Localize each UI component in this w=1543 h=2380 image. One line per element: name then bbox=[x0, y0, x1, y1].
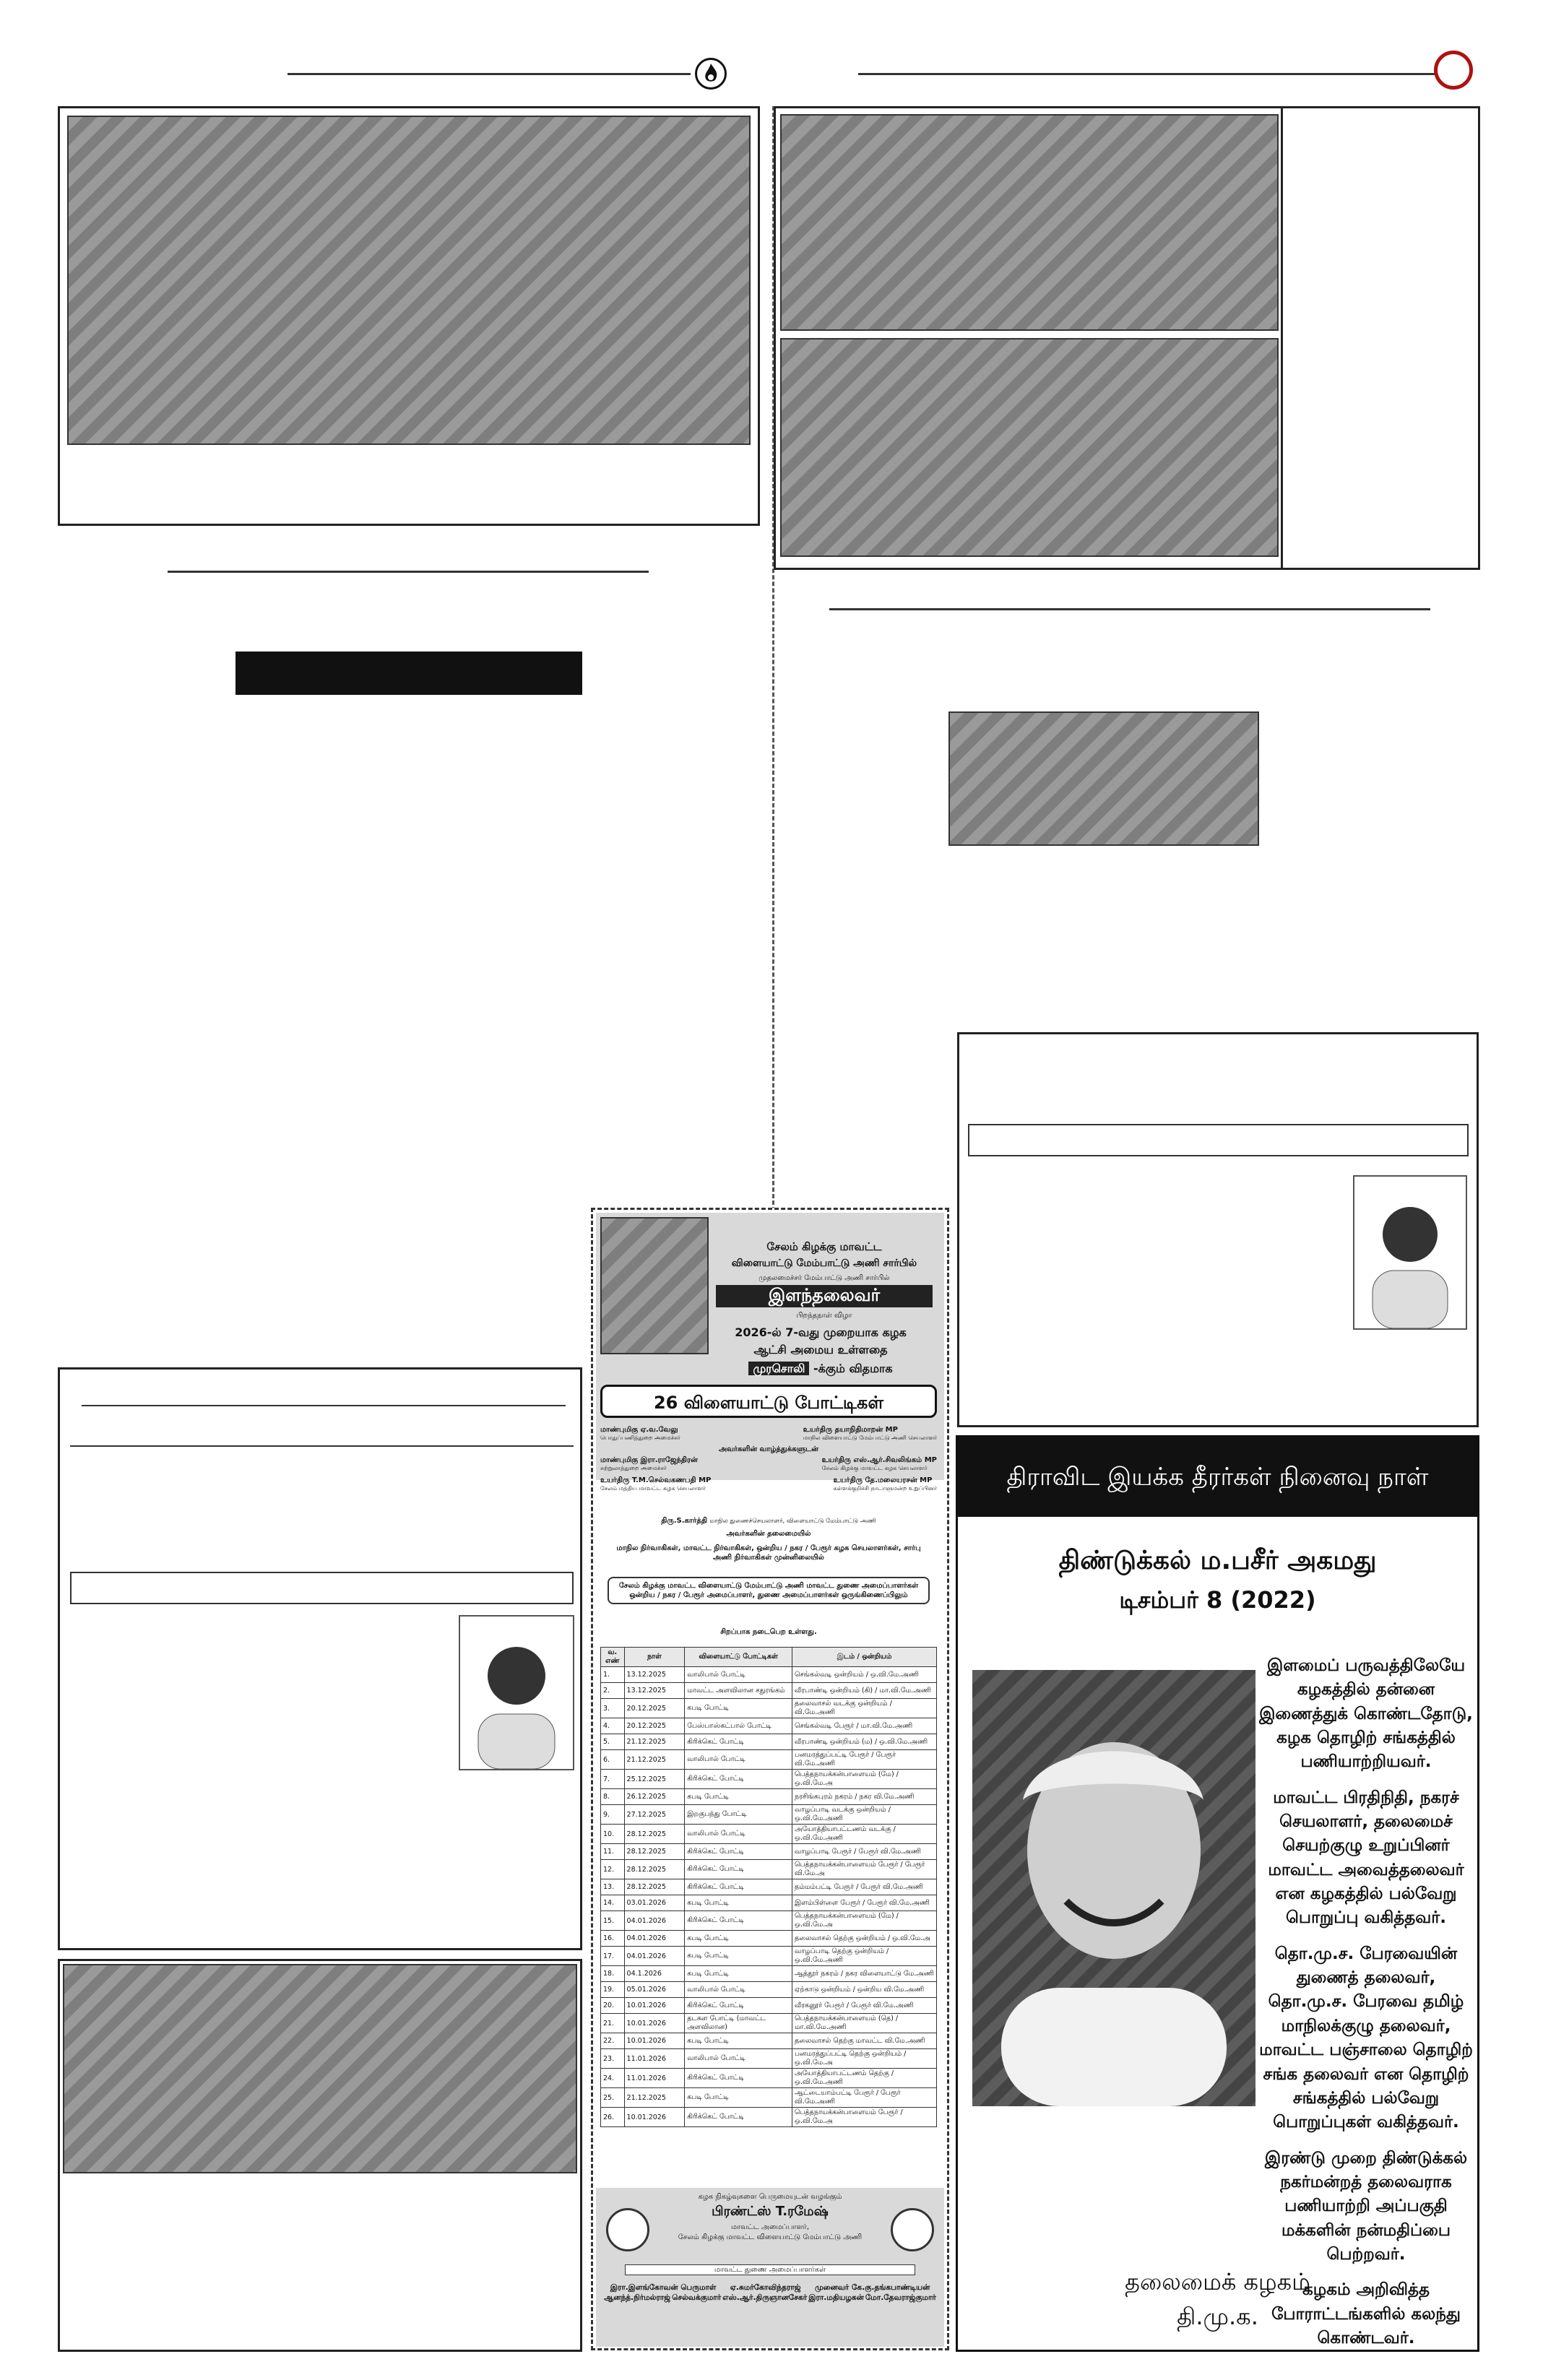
poster-murasoli-suffix: -க்கும் விதமாக bbox=[813, 1362, 893, 1375]
schedule-place: பெத்தநாயக்கன்பாளையம் (தெ) / மா.வி.மே.அணி bbox=[792, 2014, 937, 2033]
schedule-game: கிரிக்கெட் போட்டி bbox=[685, 1844, 792, 1860]
schedule-date: 10.01.2026 bbox=[624, 1998, 685, 2014]
schedule-no: 21. bbox=[601, 2014, 625, 2033]
table-row bbox=[601, 1699, 937, 1718]
schedule-date: 28.12.2025 bbox=[624, 1879, 685, 1895]
table-row bbox=[601, 1931, 937, 1947]
schedule-date: 20.12.2025 bbox=[624, 1699, 685, 1718]
schedule-date: 10.01.2026 bbox=[624, 2108, 685, 2127]
poster-name-5: உயர்திரு T.M.செல்வகணபதி MP bbox=[600, 1476, 712, 1484]
left-article-box bbox=[58, 1367, 582, 1950]
poster-organisers: மாநில நிர்வாகிகள், மாவட்ட நிர்வாகிகள், ஒன்றிய / நகர / பேரூர் கழக செயலாளர்கள், சார்பு அணி நிர்வாகிகள் முன்னிலையில் bbox=[616, 1544, 921, 1562]
schedule-place: தலைவாசல் வடக்கு ஒன்றியம் / வி.மே.அணி bbox=[792, 1699, 937, 1718]
schedule-place: பனமரத்துப்பட்டி தெற்கு ஒன்றியம் / ஒ.வி.மே.அ bbox=[792, 2049, 937, 2069]
left-article-portrait bbox=[459, 1615, 574, 1770]
poster-name-3: மாண்புமிகு இரா.ராஜேந்திரன் bbox=[600, 1456, 698, 1465]
poster-role-1: பொதுப்பணித்துறை அமைச்சர் bbox=[600, 1435, 680, 1441]
schedule-no: 15. bbox=[601, 1911, 625, 1931]
poster-games-title: 26 விளையாட்டு போட்டிகள் bbox=[600, 1385, 937, 1418]
schedule-no: 1. bbox=[601, 1667, 625, 1683]
schedule-game: கபடி போட்டி bbox=[685, 1789, 792, 1805]
schedule-no: 6. bbox=[601, 1750, 625, 1770]
schedule-no: 7. bbox=[601, 1770, 625, 1789]
schedule-game: மாவட்ட அளவிலான சதுரங்கம் bbox=[685, 1683, 792, 1699]
schedule-date: 10.01.2026 bbox=[624, 2033, 685, 2049]
schedule-place: நரசிங்கபுரம் நகரம் / நகர வி.மே.அணி bbox=[792, 1789, 937, 1805]
schedule-date: 21.12.2025 bbox=[624, 2088, 685, 2108]
footer-name-3: முனைவர் கே.கு.தங்கபாண்டியன் bbox=[814, 2283, 930, 2292]
schedule-game: கிரிக்கெட் போட்டி bbox=[685, 2069, 792, 2088]
schedule-head-place: இடம் / ஒன்றியம் bbox=[792, 1648, 937, 1667]
poster-role-6: கள்ளக்குறிச்சி நாடாளுமன்ற உறுப்பினர் bbox=[833, 1484, 937, 1492]
schedule-game: வாலிபால் போட்டி bbox=[685, 1750, 792, 1770]
table-row bbox=[601, 1683, 937, 1699]
poster-birthday: பிறந்தநாள் விழா bbox=[796, 1312, 852, 1320]
schedule-no: 11. bbox=[601, 1844, 625, 1860]
tribute-paragraph-2: மாவட்ட பிரதிநிதி, நகரச் செயலாளர், தலைமைச் செயற்குழு உறுப்பினர் மாவட்ட அவைத்தலைவர் என கழகத்தில் பல்வேறு பொறுப்பு வகித்தவர். bbox=[1268, 1788, 1464, 1928]
schedule-date: 27.12.2025 bbox=[624, 1805, 685, 1825]
table-row bbox=[601, 2014, 937, 2033]
schedule-place: செங்கல்வடி ஒன்றியம் / ஒ.வி.மே.அணி bbox=[792, 1667, 937, 1683]
meeting-photo-top bbox=[780, 114, 1279, 331]
poster-name-4: உயர்திரு எஸ்.ஆர்.சிவலிங்கம் MP bbox=[821, 1456, 937, 1465]
schedule-date: 25.12.2025 bbox=[624, 1770, 685, 1789]
poster-chief: திரு.S.கார்த்தி bbox=[661, 1517, 708, 1525]
footer-name-4: ஆனந்த்.நிர்மல்ராஜ் bbox=[604, 2293, 671, 2302]
table-row bbox=[601, 1947, 937, 1966]
schedule-place: தலைவாசல் தெற்கு மாவட்ட வி.மே.அணி bbox=[792, 2033, 937, 2049]
table-row bbox=[601, 1718, 937, 1734]
table-row bbox=[601, 2069, 937, 2088]
table-row bbox=[601, 2033, 937, 2049]
poster-presided: அவர்களின் தலைமையில் bbox=[726, 1530, 811, 1538]
schedule-no: 25. bbox=[601, 2088, 625, 2108]
schedule-place: ஏற்காடு ஒன்றியம் / ஒன்றிய வி.மே.அணி bbox=[792, 1982, 937, 1998]
poster-line1: 2026-ல் 7-வது முறையாக கழக bbox=[735, 1325, 907, 1339]
schedule-place: தம்மம்பட்டி பேரூர் / பேரூர் வி.மே.அணி bbox=[792, 1879, 937, 1895]
right-article-portrait bbox=[1353, 1175, 1467, 1330]
schedule-no: 5. bbox=[601, 1734, 625, 1750]
schedule-place: வாழப்பாடி வடக்கு ஒன்றியம் / ஒ.வி.மே.அணி bbox=[792, 1805, 937, 1825]
schedule-no: 17. bbox=[601, 1947, 625, 1966]
schedule-place: பெத்தநாயக்கன்பாளையம் பேரூர் / ஒ.வி.மே.அ bbox=[792, 2108, 937, 2127]
schedule-body bbox=[601, 1667, 937, 2127]
schedule-place: வாழப்பாடி பேரூர் / பேரூர் வி.மே.அணி bbox=[792, 1844, 937, 1860]
schedule-date: 04.01.2026 bbox=[624, 1947, 685, 1966]
schedule-place: அயோத்தியாபட்டணம் வடக்கு / ஒ.வி.மே.அணி bbox=[792, 1825, 937, 1844]
header-rule-left bbox=[288, 73, 691, 75]
footer-seal-left bbox=[606, 2208, 649, 2251]
footer-intro: கழக நிகழ்வுகளை பெருமையுடன் வழங்கும் bbox=[698, 2193, 842, 2201]
table-row bbox=[601, 1982, 937, 1998]
poster-line2: ஆட்சி அமைய உள்ளதை bbox=[753, 1343, 888, 1356]
table-row bbox=[601, 2088, 937, 2108]
schedule-date: 03.01.2026 bbox=[624, 1895, 685, 1911]
poster-role-2: மாநில விளையாட்டு மேம்பாட்டு அணி செயலாளர் bbox=[803, 1435, 937, 1441]
table-row bbox=[601, 1860, 937, 1879]
tribute-name: திண்டுக்கல் ம.பசீர் அகமது bbox=[1058, 1546, 1377, 1575]
schedule-no: 24. bbox=[601, 2069, 625, 2088]
schedule-game: கிரிக்கெட் போட்டி bbox=[685, 1860, 792, 1879]
schedule-no: 20. bbox=[601, 1998, 625, 2014]
tribute-paragraph-5: கழகம் அறிவித்த போராட்டங்களில் கலந்து கொண்டவர். bbox=[1271, 2280, 1461, 2347]
poster-district: சேலம் கிழக்கு மாவட்ட bbox=[766, 1240, 882, 1253]
poster-wing: விளையாட்டு மேம்பாட்டு அணி சார்பில் bbox=[731, 1258, 917, 1269]
table-row bbox=[601, 1879, 937, 1895]
poster-names bbox=[600, 1425, 937, 1492]
schedule-game: கிரிக்கெட் போட்டி bbox=[685, 1879, 792, 1895]
table-row bbox=[601, 1998, 937, 2014]
red-circle-icon bbox=[1434, 51, 1473, 90]
header-rule-right bbox=[858, 73, 1435, 75]
schedule-date: 21.12.2025 bbox=[624, 1750, 685, 1770]
right-article-subhead bbox=[968, 1124, 1469, 1156]
schedule-place: வீரபாண்டி ஒன்றியம் (கி) / மா.வி.மே.அணி bbox=[792, 1683, 937, 1699]
schedule-game: கபடி போட்டி bbox=[685, 2033, 792, 2049]
poster-chief-line bbox=[600, 1516, 937, 1526]
footer-note: மாவட்ட துணை அமைப்பாளர்கள் bbox=[625, 2264, 915, 2275]
footer-name-6: எஸ்.ஆர்.திருஞானசேகர் bbox=[722, 2293, 808, 2302]
schedule-place: ஆத்தூர் நகரம் / நகர விளையாட்டு மே.அணி bbox=[792, 1966, 937, 1982]
schedule-game: கிரிக்கெட் போட்டி bbox=[685, 1911, 792, 1931]
poster-name-2: உயர்திரு தயாநிதிமாறன் MP bbox=[803, 1426, 898, 1434]
schedule-date: 04.1.2026 bbox=[624, 1966, 685, 1982]
schedule-date: 21.12.2025 bbox=[624, 1734, 685, 1750]
schedule-game: கிரிக்கெட் போட்டி bbox=[685, 2108, 792, 2127]
poster-wishes: அவர்களின் வாழ்த்துக்களுடன் bbox=[719, 1445, 818, 1454]
schedule-game: தடகள போட்டி (மாவட்ட அளவிலான) bbox=[685, 2014, 792, 2033]
poster-chief-role: மாநில துணைச்செயலாளர், விளையாட்டு மேம்பாட்டு அணி bbox=[709, 1518, 876, 1525]
small-meeting-photo bbox=[948, 711, 1259, 846]
schedule-date: 11.01.2026 bbox=[624, 2069, 685, 2088]
tribute-portrait bbox=[972, 1670, 1255, 2106]
poster-murasoli-line bbox=[701, 1362, 940, 1377]
schedule-no: 14. bbox=[601, 1895, 625, 1911]
table-row bbox=[601, 1825, 937, 1844]
schedule-game: கபடி போட்டி bbox=[685, 2088, 792, 2108]
tribute-signature-2: தி.மு.க. bbox=[1177, 2303, 1258, 2330]
poster-closing: சிறப்பாக நடைபெற உள்ளது. bbox=[720, 1628, 817, 1636]
tribute-date: டிசம்பர் 8 (2022) bbox=[1119, 1586, 1316, 1614]
schedule-date: 10.01.2026 bbox=[624, 2014, 685, 2033]
table-row bbox=[601, 1667, 937, 1683]
schedule-place: பெத்தநாயக்கன்பாளையம் (மே) / ஒ.வி.மே.அ bbox=[792, 1911, 937, 1931]
footer-seal-right bbox=[891, 2208, 934, 2251]
bottom-left-photo bbox=[63, 1964, 577, 2173]
tribute-paragraph-3: தொ.மு.ச. பேரவையின் துணைத் தலைவர், தொ.மு.ச. பேரவை தமிழ் மாநிலக்குழு தலைவர், மாவட்ட பஞ்சாலை தொழிற் சங்க தலைவர் என தொழிற் சங்கத்தில் பல்வேறு பொறுப்புகள் வகித்தவர். bbox=[1259, 1944, 1473, 2132]
meeting-photo-box bbox=[774, 106, 1480, 570]
table-row bbox=[601, 1750, 937, 1770]
schedule-table bbox=[600, 1647, 937, 2127]
poster-coordinators-box: சேலம் கிழக்கு மாவட்ட விளையாட்டு மேம்பாட்டு அணி மாவட்ட துணை அமைப்பாளர்கள் ஒன்றிய / நகர / பேரூர் அமைப்பாளர், துணை அமைப்பாளர்கள் ஒருங்கிணைப்பிலும் bbox=[608, 1577, 930, 1604]
schedule-place: பெத்தநாயக்கன்பாளையம் பேரூர் / பேரூர் வி.மே.அ bbox=[792, 1860, 937, 1879]
poster-role-3: சுற்றுலாத்துறை அமைச்சர் bbox=[600, 1465, 667, 1472]
poster-wing-sub: முதலமைச்சர் மேம்பாட்டு அணி சார்பில் bbox=[758, 1274, 890, 1282]
footer-names bbox=[603, 2283, 937, 2303]
schedule-game: கபடி போட்டி bbox=[685, 1699, 792, 1718]
flame-logo-icon bbox=[695, 58, 727, 90]
funeral-photo bbox=[67, 116, 751, 445]
schedule-no: 4. bbox=[601, 1718, 625, 1734]
bottom-left-photo-box bbox=[58, 1959, 582, 2352]
footer-role2: சேலம் கிழக்கு மாவட்ட விளையாட்டு மேம்பாட்டு அணி bbox=[678, 2233, 863, 2241]
schedule-game: வாலிபால் போட்டி bbox=[685, 1825, 792, 1844]
schedule-game: கிரிக்கெட் போட்டி bbox=[685, 1770, 792, 1789]
schedule-place: தலைவாசல் தெற்கு ஒன்றியம் / ஒ.வி.மே.அ bbox=[792, 1931, 937, 1947]
schedule-place: வீரபாண்டி ஒன்றியம் (ம) / ஒ.வி.மே.அணி bbox=[792, 1734, 937, 1750]
table-row bbox=[601, 1734, 937, 1750]
schedule-date: 05.01.2026 bbox=[624, 1982, 685, 1998]
schedule-head-date: நாள் bbox=[624, 1648, 685, 1667]
footer-name-7: இரா.மதியழகன் bbox=[808, 2293, 864, 2302]
schedule-date: 04.01.2026 bbox=[624, 1911, 685, 1931]
table-row bbox=[601, 1805, 937, 1825]
tribute-banner: திராவிட இயக்க தீரர்கள் நினைவு நாள் bbox=[958, 1437, 1477, 1517]
schedule-no: 19. bbox=[601, 1982, 625, 1998]
footer-name-8: மோ.தேவராஜ்குமார் bbox=[865, 2293, 936, 2302]
schedule-game: கபடி போட்டி bbox=[685, 1895, 792, 1911]
poster-name-1: மாண்புமிகு ஏ.வ.வேலு bbox=[600, 1426, 678, 1434]
schedule-game: கபடி போட்டி bbox=[685, 1966, 792, 1982]
schedule-no: 12. bbox=[601, 1860, 625, 1879]
poster-schedule bbox=[600, 1647, 937, 2127]
schedule-no: 16. bbox=[601, 1931, 625, 1947]
funeral-photo-box bbox=[58, 106, 760, 526]
footer-name-5: செல்வக்குமார் bbox=[672, 2293, 722, 2302]
schedule-game: பேஸ்பாஸ்கட்பால் போட்டி bbox=[685, 1718, 792, 1734]
schedule-date: 04.01.2026 bbox=[624, 1931, 685, 1947]
poster-leader-title: இளந்தலைவர் bbox=[716, 1285, 933, 1307]
table-row bbox=[601, 1789, 937, 1805]
tribute-signature-1: தலைமைக் கழகம் bbox=[1125, 2268, 1310, 2295]
poster-leader-photo bbox=[600, 1217, 709, 1354]
schedule-place: பெத்தநாயக்கன்பாளையம் (மே) / ஒ.வி.மே.அ bbox=[792, 1770, 937, 1789]
schedule-no: 3. bbox=[601, 1699, 625, 1718]
article-rule-left bbox=[168, 571, 649, 573]
schedule-date: 26.12.2025 bbox=[624, 1789, 685, 1805]
left-article-rule2 bbox=[70, 1445, 574, 1447]
schedule-game: கிரிக்கெட் போட்டி bbox=[685, 1734, 792, 1750]
left-article-rule1 bbox=[82, 1405, 566, 1406]
schedule-game: கபடி போட்டி bbox=[685, 1947, 792, 1966]
schedule-place: அயோத்தியாபட்டணம் தெற்கு / ஒ.வி.மே.அணி bbox=[792, 2069, 937, 2088]
schedule-no: 2. bbox=[601, 1683, 625, 1699]
schedule-game: கபடி போட்டி bbox=[685, 1931, 792, 1947]
schedule-head-game: விளையாட்டு போட்டிகள் bbox=[685, 1648, 792, 1667]
poster-murasoli: முரசொலி bbox=[748, 1362, 809, 1375]
table-row bbox=[601, 1911, 937, 1931]
tribute-paragraph-4: இரண்டு முறை திண்டுக்கல் நகர்மன்றத் தலைவராக பணியாற்றி அப்பகுதி மக்களின் நன்மதிப்பை பெற்றவர். bbox=[1264, 2148, 1468, 2264]
black-headline-bar bbox=[235, 652, 582, 695]
right-article-box bbox=[957, 1032, 1479, 1427]
left-article-subhead bbox=[70, 1572, 574, 1604]
schedule-game: வாலிபால் போட்டி bbox=[685, 1667, 792, 1683]
schedule-no: 8. bbox=[601, 1789, 625, 1805]
footer-role1: மாவட்ட அமைப்பாளர், bbox=[730, 2223, 810, 2231]
meeting-photo-bottom bbox=[780, 338, 1279, 557]
schedule-date: 13.12.2025 bbox=[624, 1683, 685, 1699]
schedule-place: ஆட்டையாம்பட்டி பேரூர் / பேரூர் வி.மே.அணி bbox=[792, 2088, 937, 2108]
poster-footer bbox=[596, 2188, 944, 2347]
poster-role-5: சேலம் மத்திய மாவட்ட கழக செயலாளர் bbox=[600, 1484, 706, 1492]
schedule-game: கிரிக்கெட் போட்டி bbox=[685, 1998, 792, 2014]
sports-poster bbox=[591, 1208, 949, 2350]
schedule-place: வீரகனூர் பேரூர் / பேரூர் வி.மே.அணி bbox=[792, 1998, 937, 2014]
schedule-game: இறகுபந்து போட்டி bbox=[685, 1805, 792, 1825]
footer-name-2: ஏ.சுமர்கோவிந்தராஜ் bbox=[730, 2283, 801, 2292]
schedule-place: இளம்பிள்ளை பேரூர் / பேரூர் வி.மே.அணி bbox=[792, 1895, 937, 1911]
schedule-date: 20.12.2025 bbox=[624, 1718, 685, 1734]
schedule-date: 28.12.2025 bbox=[624, 1860, 685, 1879]
poster-name-6: உயர்திரு தே.மலையரசன் MP bbox=[833, 1476, 933, 1484]
article-rule-right bbox=[829, 608, 1430, 610]
footer-name: பிரண்ட்ஸ் T.ரமேஷ் bbox=[712, 2204, 829, 2219]
schedule-place: பனமரத்துப்பட்டி பேரூர் / பேரூர் வி.மே.அணி bbox=[792, 1750, 937, 1770]
table-row bbox=[601, 1895, 937, 1911]
footer-name-1: இரா.இளங்கோவன் பெருமாள் bbox=[610, 2283, 717, 2292]
schedule-date: 28.12.2025 bbox=[624, 1825, 685, 1844]
photo-caption-divider bbox=[1281, 108, 1283, 568]
table-row bbox=[601, 1844, 937, 1860]
schedule-date: 11.01.2026 bbox=[624, 2049, 685, 2069]
schedule-place: செங்கல்வடி பேரூர் / மா.வி.மே.அணி bbox=[792, 1718, 937, 1734]
table-row bbox=[601, 1770, 937, 1789]
schedule-head-no: வ. எண் bbox=[601, 1648, 625, 1667]
schedule-no: 13. bbox=[601, 1879, 625, 1895]
schedule-date: 28.12.2025 bbox=[624, 1844, 685, 1860]
schedule-no: 22. bbox=[601, 2033, 625, 2049]
poster-role-4: சேலம் கிழக்கு மாவட்ட கழக செயலாளர் bbox=[821, 1465, 928, 1472]
table-row bbox=[601, 2049, 937, 2069]
schedule-no: 9. bbox=[601, 1805, 625, 1825]
schedule-date: 13.12.2025 bbox=[624, 1667, 685, 1683]
table-row bbox=[601, 2108, 937, 2127]
schedule-place: வாழப்பாடி தெற்கு ஒன்றியம் / ஒ.வி.மே.அணி bbox=[792, 1947, 937, 1966]
schedule-no: 23. bbox=[601, 2049, 625, 2069]
schedule-game: வாலிபால் போட்டி bbox=[685, 2049, 792, 2069]
schedule-game: வாலிபால் போட்டி bbox=[685, 1982, 792, 1998]
schedule-no: 18. bbox=[601, 1966, 625, 1982]
tribute-notice bbox=[956, 1435, 1479, 2352]
schedule-no: 26. bbox=[601, 2108, 625, 2127]
tribute-text bbox=[1255, 1654, 1477, 2362]
schedule-no: 10. bbox=[601, 1825, 625, 1844]
table-row bbox=[601, 1966, 937, 1982]
tribute-paragraph-1: இளமைப் பருவத்திலேயே கழகத்தில் தன்னை இணைத்துக் கொண்டதோடு, கழக தொழிற் சங்கத்தில் பணியாற்றியவர். bbox=[1259, 1656, 1473, 1772]
